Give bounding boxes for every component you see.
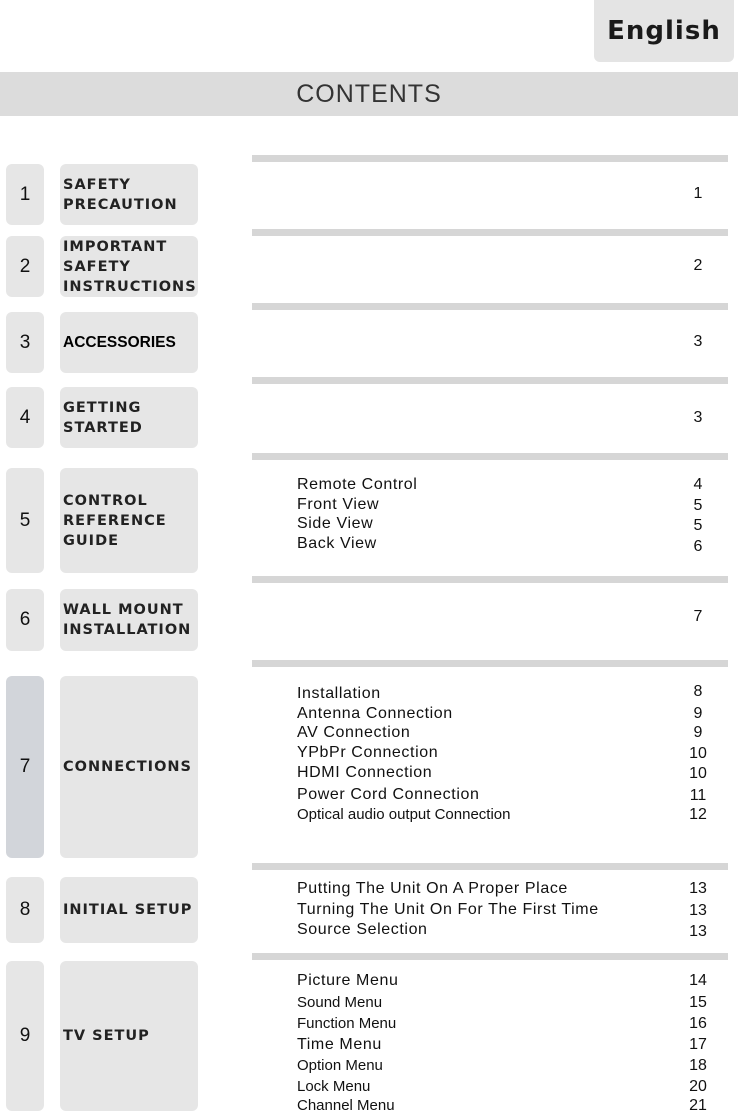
page-number[interactable]: 6: [693, 538, 703, 555]
page-number[interactable]: 3: [693, 409, 703, 426]
page-number[interactable]: 3: [693, 333, 703, 350]
page-number[interactable]: 11: [689, 787, 707, 804]
contents-banner: CONTENTS: [0, 72, 738, 116]
section-number: 6: [6, 589, 44, 651]
toc-entry[interactable]: Function Menu: [297, 1015, 397, 1032]
section-divider: [252, 155, 728, 162]
toc-entry[interactable]: Sound Menu: [297, 994, 383, 1011]
section-title[interactable]: IMPORTANT SAFETY INSTRUCTIONS: [60, 236, 198, 297]
toc-entry[interactable]: Putting The Unit On A Proper Place: [297, 880, 568, 897]
section-title[interactable]: TV SETUP: [60, 961, 198, 1111]
page-number[interactable]: 2: [693, 257, 703, 274]
section-number: 8: [6, 877, 44, 943]
page-number[interactable]: 4: [693, 476, 703, 493]
page-number[interactable]: 5: [693, 497, 703, 514]
section-number: 2: [6, 236, 44, 297]
toc-entry[interactable]: Optical audio output Connection: [297, 806, 511, 823]
page-number[interactable]: 9: [693, 705, 703, 722]
section-divider: [252, 576, 728, 583]
toc-entry[interactable]: Source Selection: [297, 921, 428, 938]
page-number[interactable]: 9: [693, 724, 703, 741]
section-number: 5: [6, 468, 44, 573]
page-number[interactable]: 8: [693, 683, 703, 700]
page-number[interactable]: 10: [689, 765, 707, 782]
section-number: 9: [6, 961, 44, 1111]
section-title[interactable]: ACCESSORIES: [60, 312, 198, 373]
section-number: 7: [6, 676, 44, 858]
page-number[interactable]: 18: [689, 1057, 707, 1074]
page-number[interactable]: 13: [689, 880, 707, 897]
toc-entry[interactable]: Back View: [297, 535, 377, 552]
toc-entry[interactable]: Option Menu: [297, 1057, 383, 1074]
page-number[interactable]: 17: [689, 1036, 707, 1053]
toc-entry[interactable]: HDMI Connection: [297, 764, 433, 781]
toc-entry[interactable]: Picture Menu: [297, 972, 399, 989]
toc-entry[interactable]: Power Cord Connection: [297, 786, 480, 803]
page-number[interactable]: 16: [689, 1015, 707, 1032]
section-divider: [252, 377, 728, 384]
toc-entry[interactable]: Time Menu: [297, 1036, 382, 1053]
section-divider: [252, 303, 728, 310]
section-divider: [252, 660, 728, 667]
section-title[interactable]: WALL MOUNT INSTALLATION: [60, 589, 198, 651]
section-divider: [252, 953, 728, 960]
section-number: 1: [6, 164, 44, 225]
toc-entry[interactable]: YPbPr Connection: [297, 744, 439, 761]
toc-entry[interactable]: AV Connection: [297, 724, 411, 741]
section-title[interactable]: GETTING STARTED: [60, 387, 198, 448]
section-title[interactable]: SAFETY PRECAUTION: [60, 164, 198, 225]
section-divider: [252, 863, 728, 870]
section-title[interactable]: INITIAL SETUP: [60, 877, 198, 943]
page-number[interactable]: 21: [689, 1097, 707, 1114]
section-number: 4: [6, 387, 44, 448]
section-divider: [252, 229, 728, 236]
page-number[interactable]: 10: [689, 745, 707, 762]
toc-entry[interactable]: Channel Menu: [297, 1097, 395, 1114]
section-title[interactable]: CONTROL REFERENCE GUIDE: [60, 468, 198, 573]
toc-entry[interactable]: Side View: [297, 515, 374, 532]
section-number: 3: [6, 312, 44, 373]
page-number[interactable]: 15: [689, 994, 707, 1011]
page-number[interactable]: 14: [689, 972, 707, 989]
page-number[interactable]: 5: [693, 517, 703, 534]
page-number[interactable]: 12: [689, 806, 707, 823]
section-title[interactable]: CONNECTIONS: [60, 676, 198, 858]
toc-entry[interactable]: Lock Menu: [297, 1078, 371, 1095]
page-number[interactable]: 20: [689, 1078, 707, 1095]
toc-entry[interactable]: Front View: [297, 496, 380, 513]
section-divider: [252, 453, 728, 460]
language-tab[interactable]: English: [594, 0, 734, 62]
page-number[interactable]: 13: [689, 923, 707, 940]
page-number[interactable]: 1: [693, 185, 703, 202]
toc-entry[interactable]: Remote Control: [297, 476, 418, 493]
page-number[interactable]: 13: [689, 902, 707, 919]
page-number[interactable]: 7: [693, 608, 703, 625]
toc-entry[interactable]: Turning The Unit On For The First Time: [297, 901, 599, 918]
toc-entry[interactable]: Installation: [297, 685, 381, 702]
toc-entry[interactable]: Antenna Connection: [297, 705, 453, 722]
